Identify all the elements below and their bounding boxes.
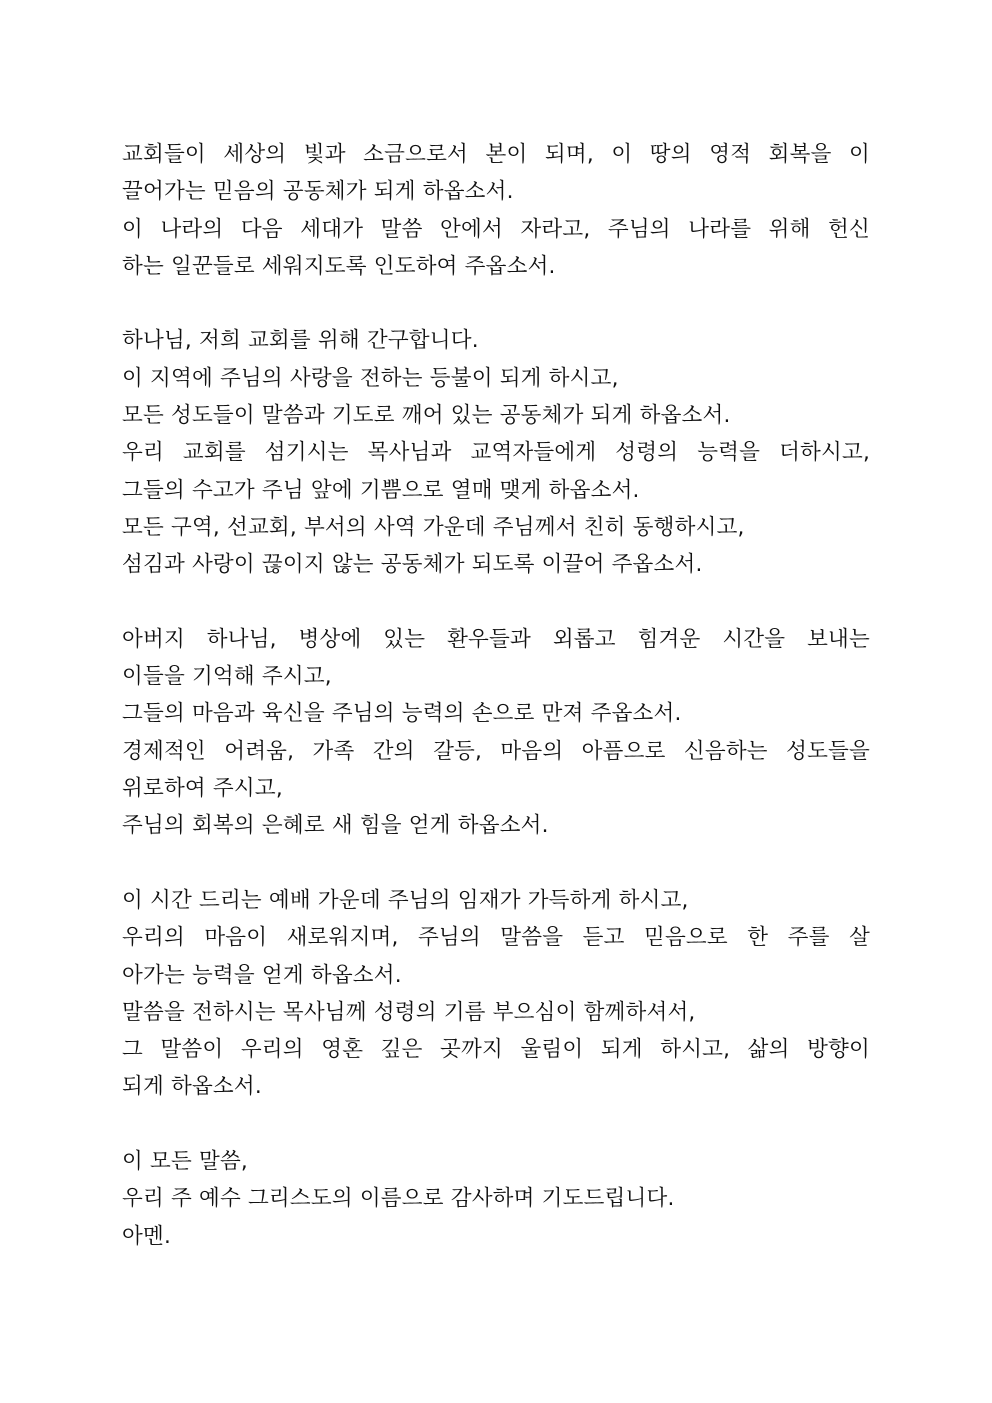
text-line: 모든 구역, 선교회, 부서의 사역 가운데 주님께서 친히 동행하시고, <box>122 514 745 540</box>
text-line: 이 시간 드리는 예배 가운데 주님의 임재가 가득하게 하시고, <box>122 887 689 913</box>
text-line: 우리의 마음이 새로워지며, 주님의 말씀을 듣고 믿음으로 한 주를 살 <box>122 925 870 951</box>
paragraph-gap <box>122 1106 870 1143</box>
paragraph-5 <box>122 1143 870 1255</box>
text-line: 하나님, 저희 교회를 위해 간구합니다. <box>122 328 479 354</box>
text-line: 이 지역에 주님의 사랑을 전하는 등불이 되게 하시고, <box>122 365 619 391</box>
paragraph-1 <box>122 136 870 285</box>
paragraph-gap <box>122 845 870 882</box>
paragraph-3 <box>122 621 870 845</box>
text-line: 하는 일꾼들로 세워지도록 인도하여 주옵소서. <box>122 253 556 279</box>
text-line: 이들을 기억해 주시고, <box>122 664 332 690</box>
text-line: 우리 교회를 섬기시는 목사님과 교역자들에게 성령의 능력을 더하시고, <box>122 440 870 466</box>
paragraph-4 <box>122 882 870 1106</box>
text-line: 우리 주 예수 그리스도의 이름으로 감사하며 기도드립니다. <box>122 1186 675 1212</box>
text-line: 되게 하옵소서. <box>122 1074 262 1100</box>
paragraph-gap <box>122 584 870 621</box>
text-line: 그 말씀이 우리의 영혼 깊은 곳까지 울림이 되게 하시고, 삶의 방향이 <box>122 1037 870 1063</box>
paragraph-2 <box>122 322 870 583</box>
text-line: 그들의 마음과 육신을 주님의 능력의 손으로 만져 주옵소서. <box>122 701 682 727</box>
text-line: 모든 성도들이 말씀과 기도로 깨어 있는 공동체가 되게 하옵소서. <box>122 403 731 429</box>
text-line: 아버지 하나님, 병상에 있는 환우들과 외롭고 힘겨운 시간을 보내는 <box>122 626 870 652</box>
text-line: 아멘. <box>122 1223 171 1249</box>
text-line: 위로하여 주시고, <box>122 776 283 802</box>
text-line: 이 나라의 다음 세대가 말씀 안에서 자라고, 주님의 나라를 위해 헌신 <box>122 216 870 242</box>
prayer-text-body <box>122 136 870 1255</box>
text-line: 이 모든 말씀, <box>122 1149 248 1175</box>
text-line: 주님의 회복의 은혜로 새 힘을 얻게 하옵소서. <box>122 813 549 839</box>
text-line: 말씀을 전하시는 목사님께 성령의 기름 부으심이 함께하셔서, <box>122 999 696 1025</box>
text-line: 그들의 수고가 주님 앞에 기쁨으로 열매 맺게 하옵소서. <box>122 477 640 503</box>
text-line: 섬김과 사랑이 끊이지 않는 공동체가 되도록 이끌어 주옵소서. <box>122 552 703 578</box>
paragraph-gap <box>122 285 870 322</box>
text-line: 경제적인 어려움, 가족 간의 갈등, 마음의 아픔으로 신음하는 성도들을 <box>122 738 870 764</box>
text-line: 아가는 능력을 얻게 하옵소서. <box>122 962 402 988</box>
text-line: 끌어가는 믿음의 공동체가 되게 하옵소서. <box>122 179 514 205</box>
text-line: 교회들이 세상의 빛과 소금으로서 본이 되며, 이 땅의 영적 회복을 이 <box>122 142 870 167</box>
